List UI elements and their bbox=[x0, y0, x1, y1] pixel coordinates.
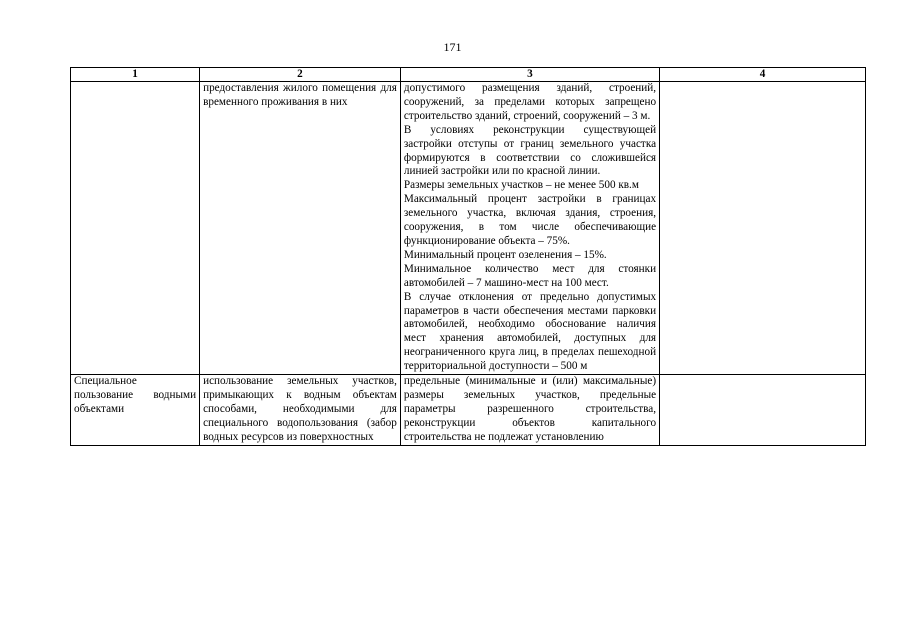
cell-paragraph: использование земельных участков, примыкающих к водным объектам способами, необходимыми для специального водопользования (забор водных ресурсов из поверхностных bbox=[203, 375, 397, 443]
table-cell-notes bbox=[660, 375, 866, 446]
cell-paragraph: предоставления жилого помещения для временного проживания в них bbox=[203, 82, 397, 108]
zoning-table bbox=[70, 67, 866, 446]
table-cell-description bbox=[200, 375, 401, 446]
column-header-3: 3 bbox=[400, 68, 659, 82]
table-cell-parameters bbox=[400, 82, 659, 375]
cell-paragraph: Минимальное количество мест для стоянки автомобилей – 7 машино-мест на 100 мест. bbox=[403, 262, 657, 289]
cell-paragraph: В случае отклонения от предельно допустимых параметров в части обеспечения местами парковки автомобилей, необходимо обоснование наличия мест хранения автомобилей, доступных для неограниченного круга лиц, в пределах пешеходной территориальной доступности – 500 м bbox=[403, 290, 657, 373]
page-number: 171 bbox=[443, 40, 462, 54]
table-row bbox=[71, 375, 866, 446]
cell-paragraph: предельные (минимальные и (или) максимальные) размеры земельных участков, предельные параметры разрешенного строительства, реконструкции объектов капитального строительства не подлежат установлению bbox=[403, 375, 657, 443]
table-cell-notes bbox=[660, 82, 866, 375]
column-header-1: 1 bbox=[71, 68, 200, 82]
cell-paragraph: Минимальный процент озеленения – 15%. bbox=[403, 248, 607, 261]
cell-paragraph: допустимого размещения зданий, строений, сооружений, за пределами которых запрещено строительство зданий, строений, сооружений – 3 м. bbox=[403, 82, 657, 122]
table-row bbox=[71, 82, 866, 375]
column-header-2: 2 bbox=[200, 68, 401, 82]
cell-paragraph: Размеры земельных участков – не менее 500 кв.м bbox=[403, 179, 639, 192]
table-cell-parameters bbox=[400, 375, 659, 446]
cell-paragraph: Максимальный процент застройки в границах земельного участка, включая здания, строения, сооружения, в том числе обеспечивающие функционирование объекта – 75%. bbox=[403, 193, 657, 247]
table-header-row bbox=[71, 68, 866, 82]
table-cell-type: Специальное пользование водными объектами bbox=[71, 375, 200, 446]
column-header-4: 4 bbox=[660, 68, 866, 82]
cell-paragraph: В условиях реконструкции существующей застройки отступы от границ земельного участка формируются в соответствии со сложившейся линией застройки или по красной линии. bbox=[403, 123, 657, 178]
table-cell-type bbox=[71, 82, 200, 375]
table-cell-description bbox=[200, 82, 401, 375]
